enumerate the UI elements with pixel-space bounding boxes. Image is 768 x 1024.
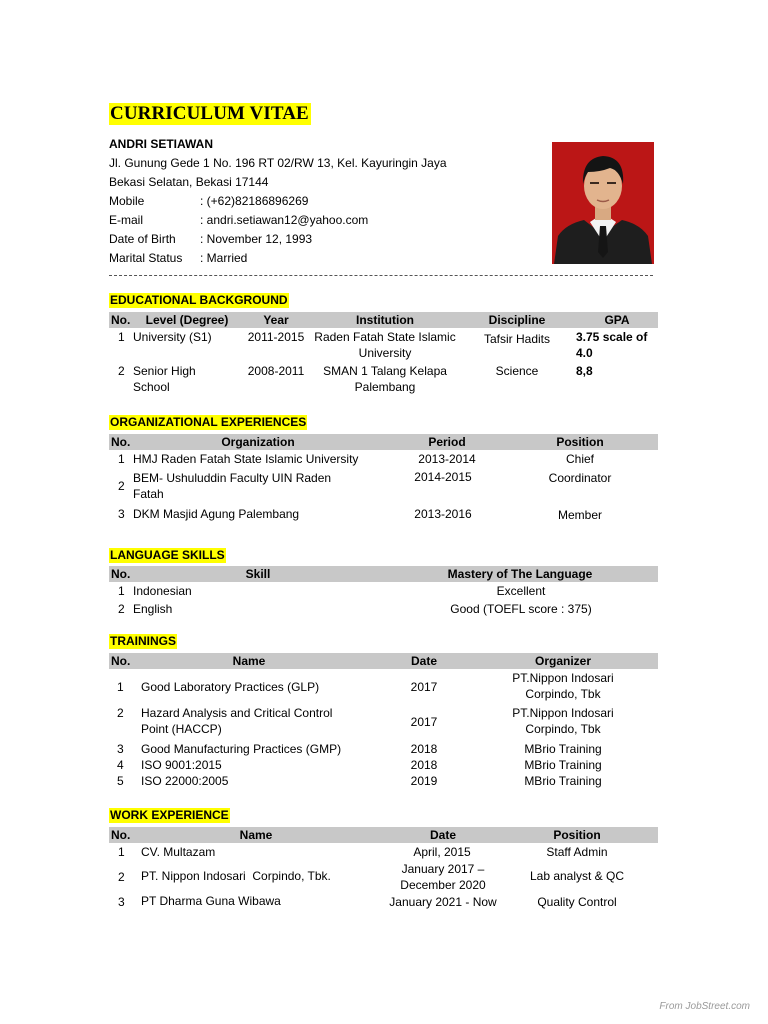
training-name: ISO 9001:2015 [141,758,222,772]
email-value: : andri.setiawan12@yahoo.com [200,213,369,227]
email-row [109,211,447,230]
dob-row [109,230,447,249]
col-position: Position [556,435,604,449]
training-name: Hazard Analysis and Critical Control Point (HACCP) [141,706,333,736]
col-position: Position [553,828,601,842]
col-level: Level (Degree) [145,313,229,327]
mobile-row [109,192,447,211]
applicant-name: ANDRI SETIAWAN [109,137,214,151]
training-date: 2018 [410,758,438,772]
row-no: 1 [118,845,125,859]
row-no: 3 [118,507,125,521]
address-line-1: Jl. Gunung Gede 1 No. 196 RT 02/RW 13, Kel. Kayuringin Jaya [109,156,447,170]
company: CV. Multazam [141,845,216,859]
organizer: PT.Nippon Indosari Corpindo, Tbk [512,671,614,701]
col-name: Name [239,828,273,842]
period: 2013-2014 [418,452,476,466]
col-no: No. [111,828,131,842]
company: PT. Nippon Indosari Corpindo, Tbk. [141,869,331,883]
training-name: ISO 22000:2005 [141,774,229,788]
personal-info [109,135,447,268]
training-date: 2018 [410,742,438,756]
level: University (S1) [133,330,212,344]
email-label: E-mail [109,213,144,227]
row-no: 2 [117,706,124,720]
institution: Raden Fatah State Islamic University [314,330,456,360]
mobile-label: Mobile [109,194,145,208]
language-header [109,566,658,582]
col-name: Name [232,654,266,668]
organization: BEM- Ushuluddin Faculty UIN Raden Fatah [133,471,332,501]
work-position: Quality Control [537,895,617,909]
year: 2008-2011 [247,364,305,378]
education-header [109,312,658,328]
training-name: Good Laboratory Practices (GLP) [141,680,320,694]
portrait-illustration [552,142,654,264]
work-title: WORK EXPERIENCE [110,808,229,822]
organizer: MBrio Training [524,742,602,756]
col-no: No. [111,567,131,581]
period: 2013-2016 [414,507,472,521]
organization: DKM Masjid Agung Palembang [133,507,300,521]
training-date: 2017 [410,715,438,729]
education-title: EDUCATIONAL BACKGROUND [110,293,288,307]
row-no: 3 [117,742,124,756]
col-mastery: Mastery of The Language [447,567,593,581]
col-institution: Institution [356,313,414,327]
col-no: No. [111,654,131,668]
dob-value: : November 12, 1993 [200,232,313,246]
row-no: 2 [118,602,125,616]
row-no: 2 [118,479,125,493]
row-no: 3 [118,895,125,909]
trainings-header [109,653,658,669]
work-date: January 2021 - Now [389,895,497,909]
address-line-2: Bekasi Selatan, Bekasi 17144 [109,175,269,189]
row-no: 1 [118,584,125,598]
col-organization: Organization [221,435,295,449]
dob-label: Date of Birth [109,232,176,246]
position: Member [557,508,603,522]
skill: Indonesian [133,584,192,598]
gpa: 3.75 scale of 4.0 [576,330,648,360]
organizer: MBrio Training [524,758,602,772]
col-gpa: GPA [604,313,630,327]
position: Coordinator [548,471,612,485]
col-organizer: Organizer [534,654,592,668]
col-discipline: Discipline [488,313,546,327]
discipline: Science [495,364,539,378]
row-no: 1 [117,680,124,694]
col-no: No. [111,313,131,327]
col-date: Date [429,828,457,842]
work-position: Staff Admin [546,845,608,859]
gpa: 8,8 [576,364,593,378]
position: Chief [565,452,595,466]
col-year: Year [263,313,289,327]
marital-value: : Married [200,251,248,265]
profile-photo [552,142,654,264]
organization-title: ORGANIZATIONAL EXPERIENCES [110,415,307,429]
source-watermark: From JobStreet.com [659,1001,750,1012]
col-no: No. [111,435,131,449]
cv-title: CURRICULUM VITAE [110,103,309,124]
separator-line [109,275,653,276]
col-skill: Skill [245,567,271,581]
company: PT Dharma Guna Wibawa [141,894,281,908]
period: 2014-2015 [414,470,472,484]
row-no: 4 [117,758,124,772]
discipline: Tafsir Hadits [483,332,551,346]
skill: English [133,602,173,616]
organization: HMJ Raden Fatah State Islamic University [133,452,359,466]
organization-header [109,434,658,450]
training-name: Good Manufacturing Practices (GMP) [141,742,342,756]
marital-label: Marital Status [109,251,183,265]
row-no: 1 [118,452,125,466]
marital-row [109,249,447,268]
col-period: Period [428,435,466,449]
institution: SMAN 1 Talang Kelapa Palembang [323,364,447,394]
row-no: 2 [118,870,125,884]
training-date: 2019 [410,774,438,788]
work-date: January 2017 – December 2020 [400,862,486,892]
mastery: Excellent [496,584,546,598]
language-title: LANGUAGE SKILLS [110,548,225,562]
trainings-title: TRAININGS [110,634,176,648]
col-date: Date [410,654,438,668]
row-no: 1 [118,330,125,344]
mastery: Good (TOEFL score : 375) [450,602,592,616]
organizer: PT.Nippon Indosari Corpindo, Tbk [512,706,614,736]
row-no: 5 [117,774,124,788]
level: Senior High School [133,364,196,394]
work-position: Lab analyst & QC [529,869,625,883]
organizer: MBrio Training [524,774,602,788]
row-no: 2 [118,364,125,378]
work-date: April, 2015 [413,845,471,859]
mobile-value: : (+62)82186896269 [200,194,309,208]
work-header [109,827,658,843]
year: 2011-2015 [247,330,305,344]
training-date: 2017 [410,680,438,694]
